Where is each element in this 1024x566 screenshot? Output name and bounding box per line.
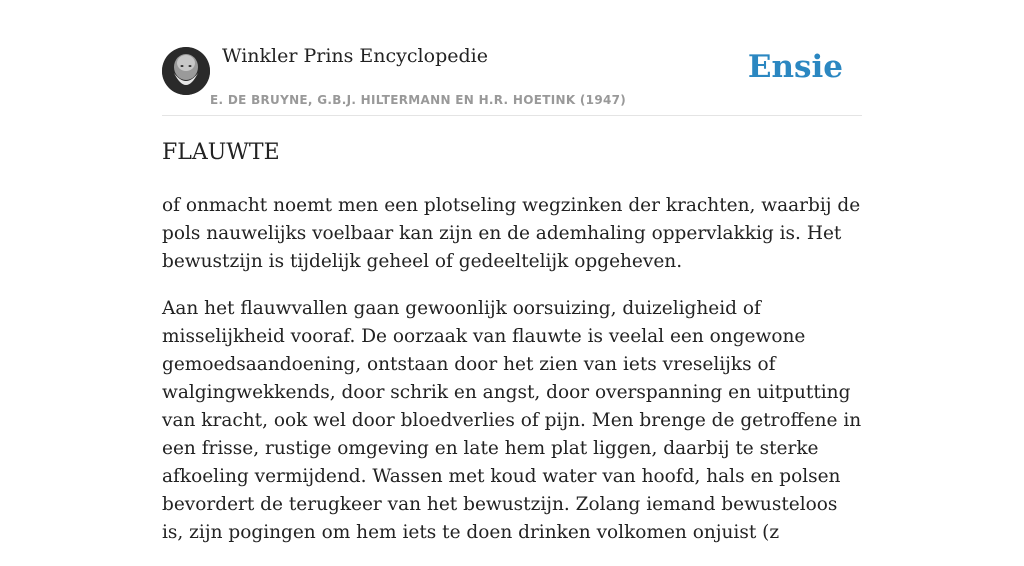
header-divider xyxy=(162,115,862,116)
authors-line: E. DE BRUYNE, G.B.J. HILTERMANN EN H.R. HOETINK (1947) xyxy=(210,93,627,107)
paragraph: Aan het flauwvallen gaan gewoonlijk oorsuizing, duizeligheid of misselijkheid vooraf. De oorzaak van flauwte is veelal een ongewone gemoedsaandoening, ontstaan door het zien van iets vreselijks of walgingwekkends, door schrik en angst, door overspanning en uitputting van kracht, ook wel door bloedverlies of pijn. Men brenge de getroffene in een frisse, rustige omgeving en late hem plat liggen, daarbij te sterke afkoeling vermijdend. Wassen met koud water van hoofd, hals en polsen bevordert de terugkeer van het bewustzijn. Zolang iemand bewusteloos is, zijn pogingen om hem iets te doen drinken volkomen onjuist (z xyxy=(162,298,862,543)
paragraph: of onmacht noemt men een plotseling wegzinken der krachten, waarbij de pols nauwelijks voelbaar kan zijn en de ademhaling oppervlakkig is. Het bewustzijn is tijdelijk geheel of gedeeltelijk opgeheven. xyxy=(162,195,861,272)
article-body xyxy=(162,192,862,566)
brand-logo[interactable]: Ensie xyxy=(747,49,843,85)
portrait-image xyxy=(162,47,210,95)
author-portrait xyxy=(162,47,210,95)
entry-title: FLAUWTE xyxy=(162,140,280,165)
source-title[interactable]: Winkler Prins Encyclopedie xyxy=(222,45,488,67)
